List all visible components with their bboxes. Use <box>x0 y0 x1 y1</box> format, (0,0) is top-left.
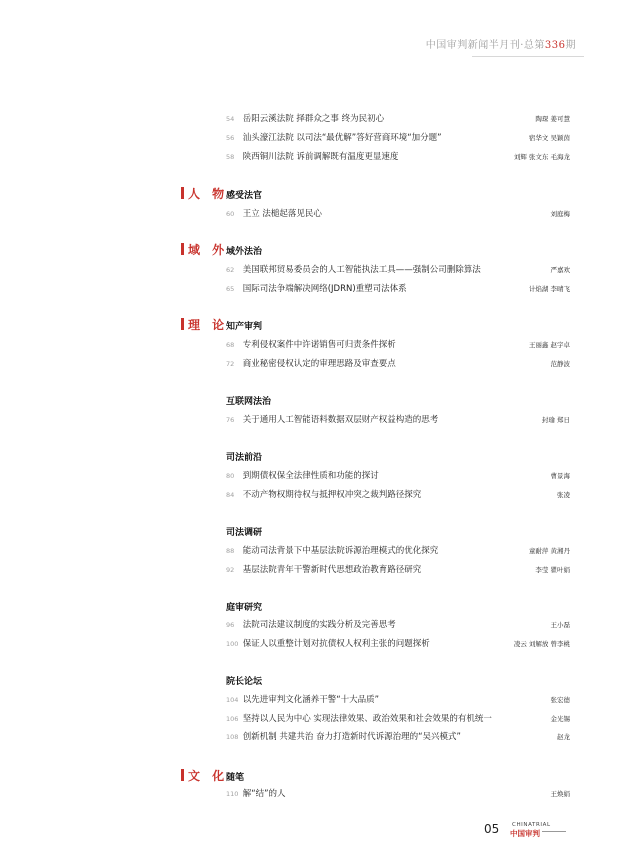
toc-page-number: 84 <box>226 491 235 499</box>
toc-title: 不动产物权期待权与抵押权冲突之裁判路径探究 <box>242 490 422 500</box>
toc-title: 坚持以人民为中心 实现法律效果、政治效果和社会效果的有机统一 <box>242 714 492 724</box>
toc-entry[interactable] <box>226 544 570 558</box>
toc-entry[interactable] <box>226 207 570 221</box>
toc-authors: 曹景海 <box>550 472 570 480</box>
toc-entry[interactable] <box>226 730 570 744</box>
toc-entry[interactable] <box>226 338 570 352</box>
toc-authors: 刘辉 张文东 毛海龙 <box>513 153 570 161</box>
toc-page-number: 58 <box>226 153 235 161</box>
header-suffix: 期 <box>565 40 576 51</box>
toc-authors: 陶琛 姜可慧 <box>535 115 570 123</box>
category-label: 文 化 <box>188 769 229 783</box>
toc-entry[interactable] <box>226 357 570 371</box>
column-heading: 感受法官 <box>226 191 263 201</box>
category-heading <box>181 185 228 202</box>
toc-entry[interactable] <box>226 413 570 427</box>
toc-entry[interactable] <box>226 112 570 126</box>
toc-entry[interactable] <box>226 469 570 483</box>
toc-title: 以先进审判文化涵养干警“十大品质” <box>242 695 380 705</box>
toc-authors: 赵龙 <box>557 733 570 741</box>
toc-title: 专利侵权案件中许诺销售可归责条件探析 <box>242 340 396 350</box>
category-label: 人 物 <box>188 187 229 201</box>
toc-page-number: 88 <box>226 547 235 555</box>
toc-entry[interactable] <box>226 712 570 726</box>
toc-page-number: 68 <box>226 341 235 349</box>
toc-page-number: 60 <box>226 210 235 218</box>
toc-authors: 李莹 瞿叶娟 <box>535 566 570 574</box>
toc-authors: 范静波 <box>550 360 570 368</box>
category-heading <box>181 241 228 258</box>
toc-page-number: 96 <box>226 621 235 629</box>
category-bar <box>181 187 184 199</box>
column-heading: 司法调研 <box>226 528 263 538</box>
toc-title: 基层法院青年干警新时代思想政治教育路径研究 <box>242 565 422 575</box>
toc-page-number: 92 <box>226 566 235 574</box>
toc-title: 商业秘密侵权认定的审理思路及审查要点 <box>242 359 396 369</box>
toc-title: 到期债权保全法律性质和功能的探讨 <box>242 471 379 481</box>
toc-title: 解“结”的人 <box>242 789 286 799</box>
toc-page-number: 106 <box>226 715 239 723</box>
toc-authors: 金光锡 <box>550 715 570 723</box>
toc-page-number: 72 <box>226 360 235 368</box>
toc-entry[interactable] <box>226 618 570 632</box>
toc-page-number: 100 <box>226 640 239 648</box>
toc-page-number: 108 <box>226 733 239 741</box>
toc-title: 国际司法争端解决网络(JDRN)重塑司法体系 <box>242 284 407 294</box>
column-heading: 司法前沿 <box>226 453 263 463</box>
toc-authors: 张宏德 <box>550 696 570 704</box>
toc-page-number: 80 <box>226 472 235 480</box>
toc-title: 保证人以重整计划对抗债权人权利主张的问题探析 <box>242 639 430 649</box>
toc-authors: 凌云 刘解放 曾李桃 <box>513 640 570 648</box>
toc-entry[interactable] <box>226 693 570 707</box>
toc-page-number: 56 <box>226 134 235 142</box>
toc-title: 汕头濠江法院 以司法“最优解”答好营商环境“加分题” <box>242 133 442 143</box>
toc-entry[interactable] <box>226 150 570 164</box>
toc-authors: 童耐萍 黄湘丹 <box>528 547 570 555</box>
issue-number: 336 <box>544 40 566 51</box>
toc-page-number: 54 <box>226 115 235 123</box>
header-rule <box>472 56 584 57</box>
column-heading: 互联网法治 <box>226 397 272 407</box>
toc-authors: 封瑜 郑日 <box>541 416 570 424</box>
toc-authors: 刘庭梅 <box>550 210 570 218</box>
toc-authors: 宿华文 吴颖茵 <box>528 134 570 142</box>
toc-title: 陕西铜川法院 诉前调解既有温度更显速度 <box>242 152 399 162</box>
column-heading: 知产审判 <box>226 322 263 332</box>
category-bar <box>181 769 184 781</box>
toc-title: 能动司法背景下中基层法院诉源治理模式的优化探究 <box>242 546 439 556</box>
toc-entry[interactable] <box>226 488 570 502</box>
toc-title: 岳阳云溪法院 择群众之事 终为民初心 <box>242 114 385 124</box>
logo-chinese: 中国审判 <box>510 829 540 838</box>
column-heading: 院长论坛 <box>226 677 263 687</box>
logo-english: CHINATRIAL <box>512 822 551 828</box>
toc-page-number: 62 <box>226 266 235 274</box>
toc-authors: 计焰湖 李晴飞 <box>528 285 570 293</box>
toc-entry[interactable] <box>226 787 570 801</box>
category-label: 域 外 <box>188 243 229 257</box>
toc-authors: 王焕娟 <box>550 790 570 798</box>
column-heading: 域外法治 <box>226 247 263 257</box>
toc-page-number: 76 <box>226 416 235 424</box>
column-heading: 庭审研究 <box>226 603 263 613</box>
page-number: 05 <box>484 822 500 836</box>
toc-authors: 严嘉欢 <box>550 266 570 274</box>
toc-entry[interactable] <box>226 637 570 651</box>
category-heading <box>181 316 228 333</box>
toc-title: 关于通用人工智能语料数据双层财产权益构造的思考 <box>242 415 439 425</box>
toc-entry[interactable] <box>226 282 570 296</box>
category-bar <box>181 318 184 330</box>
column-heading: 随笔 <box>226 773 245 783</box>
toc-page-number: 104 <box>226 696 239 704</box>
header-text: 中国审判新闻半月刊·总第 <box>425 40 545 51</box>
toc-entry[interactable] <box>226 563 570 577</box>
toc-page-number: 65 <box>226 285 235 293</box>
running-header <box>426 36 576 51</box>
toc-authors: 王丽鑫 赵宇卓 <box>528 341 570 349</box>
category-label: 理 论 <box>188 318 229 332</box>
toc-authors: 张凌 <box>557 491 570 499</box>
toc-title: 王立 法槌起落见民心 <box>242 209 322 219</box>
toc-entry[interactable] <box>226 131 570 145</box>
toc-title: 美国联邦贸易委员会的人工智能执法工具——强制公司删除算法 <box>242 265 481 275</box>
toc-authors: 王小磊 <box>550 621 570 629</box>
category-bar <box>181 243 184 255</box>
toc-entry[interactable] <box>226 263 570 277</box>
category-heading <box>181 767 228 784</box>
toc-title: 创新机制 共建共治 奋力打造新时代诉源治理的“吴兴模式” <box>242 732 461 742</box>
logo-rule <box>542 831 566 832</box>
toc-title: 法院司法建议制度的实践分析及完善思考 <box>242 620 396 630</box>
toc-page-number: 110 <box>226 790 239 798</box>
